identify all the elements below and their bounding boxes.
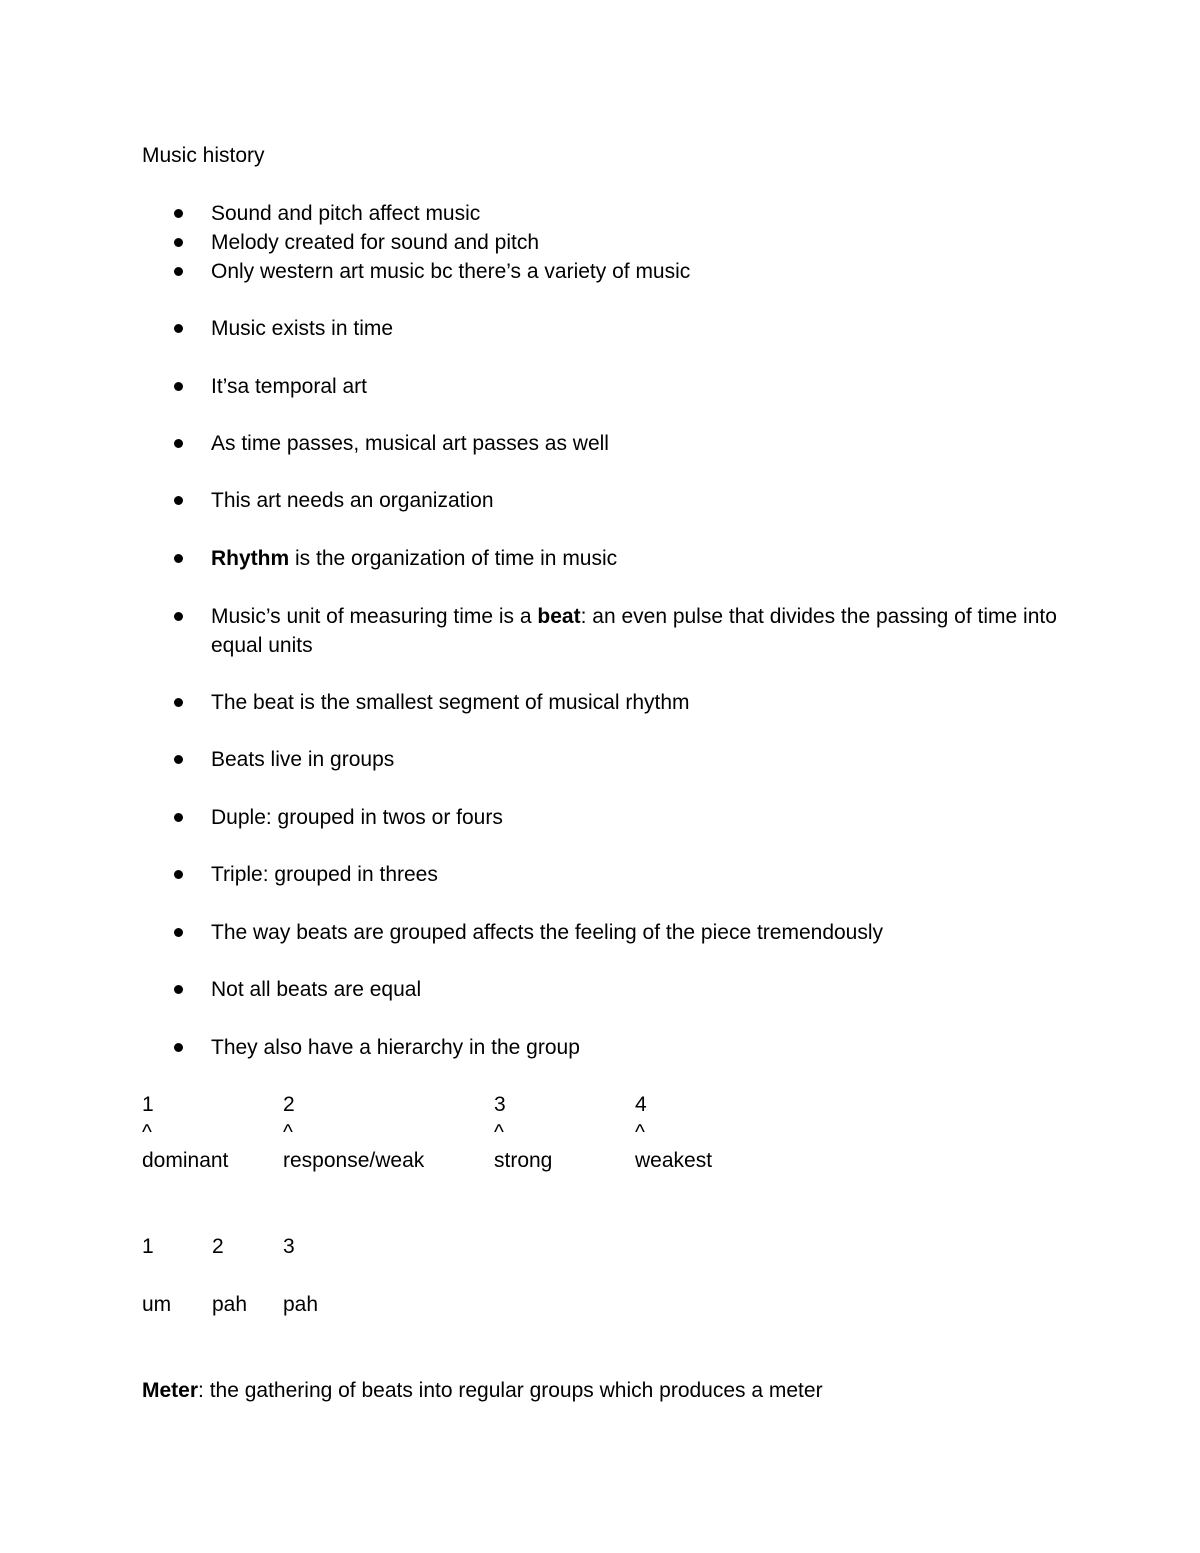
bullet-item — [211, 918, 1071, 947]
bullet-text: Sound and pitch affect music — [211, 202, 481, 225]
bullet-dot-icon — [174, 439, 183, 448]
beat-label: response/weak — [283, 1149, 425, 1172]
bullet-dot-icon — [174, 985, 183, 994]
bullet-item — [211, 1033, 1071, 1062]
bullet-text: The way beats are grouped affects the feeling of the piece tremendously — [211, 921, 884, 944]
bullet-dot-icon — [174, 698, 183, 707]
bullet-text: Rhythm is the organization of time in music — [211, 547, 618, 570]
beat-number: 1 — [142, 1093, 154, 1116]
bullet-text: They also have a hierarchy in the group — [211, 1036, 580, 1059]
bullet-dot-icon — [174, 612, 183, 621]
bullet-text: As time passes, musical art passes as well — [211, 432, 609, 455]
bullet-item — [211, 745, 1071, 774]
bullet-dot-icon — [174, 267, 183, 276]
beat-number: 2 — [212, 1235, 224, 1258]
bullet-dot-icon — [174, 554, 183, 563]
bullet-text: It’sa temporal art — [211, 375, 368, 398]
bullet-text: Music exists in time — [211, 317, 394, 340]
bullet-item — [211, 429, 1071, 458]
beat-number: 2 — [283, 1093, 295, 1116]
bullet-item — [211, 975, 1071, 1004]
beat-label: um — [142, 1293, 172, 1316]
beat-label: pah — [283, 1293, 319, 1316]
meter-definition: Meter: the gathering of beats into regular groups which produces a meter — [142, 1379, 823, 1402]
beat-label: weakest — [635, 1149, 713, 1172]
bullet-dot-icon — [174, 238, 183, 247]
beat-label: strong — [494, 1149, 553, 1172]
bullet-dot-icon — [174, 324, 183, 333]
bullet-item — [211, 372, 1071, 401]
bullet-text: Beats live in groups — [211, 748, 395, 771]
bullet-dot-icon — [174, 382, 183, 391]
bullet-item — [211, 314, 1071, 343]
bold-term: Meter — [142, 1379, 199, 1402]
bullet-item — [211, 860, 1071, 889]
bullet-text: Duple: grouped in twos or fours — [211, 806, 503, 829]
bullet-dot-icon — [174, 870, 183, 879]
bullet-text: Triple: grouped in threes — [211, 863, 438, 886]
bullet-text: Only western art music bc there’s a variety of music — [211, 260, 691, 283]
bullet-item — [211, 688, 1071, 717]
beat-number: 1 — [142, 1235, 154, 1258]
bold-term: beat — [537, 605, 581, 628]
beat-label: pah — [212, 1293, 248, 1316]
caret-mark: ^ — [283, 1121, 293, 1144]
bullet-text: The beat is the smallest segment of musical rhythm — [211, 691, 690, 714]
caret-mark: ^ — [494, 1121, 504, 1144]
beat-number: 3 — [283, 1235, 295, 1258]
bullet-dot-icon — [174, 496, 183, 505]
bullet-item — [211, 257, 1071, 286]
bullet-dot-icon — [174, 813, 183, 822]
page-title: Music history — [142, 144, 265, 167]
bullet-dot-icon — [174, 928, 183, 937]
bullet-item — [211, 602, 1071, 660]
bullet-item — [211, 228, 1071, 257]
bullet-item — [211, 803, 1071, 832]
bullet-text: Music’s unit of measuring time is a beat: an even pulse that divides the passing of time into equal units — [211, 605, 1057, 657]
bullet-text: This art needs an organization — [211, 489, 494, 512]
beat-label: dominant — [142, 1149, 229, 1172]
bullet-item — [211, 544, 1071, 573]
bold-term: Rhythm — [211, 547, 290, 570]
bullet-text: Not all beats are equal — [211, 978, 422, 1001]
caret-mark: ^ — [635, 1121, 645, 1144]
bullet-item — [211, 199, 1071, 228]
bullet-dot-icon — [174, 1043, 183, 1052]
bullet-dot-icon — [174, 209, 183, 218]
bullet-dot-icon — [174, 755, 183, 764]
beat-number: 3 — [494, 1093, 506, 1116]
bullet-item — [211, 486, 1071, 515]
beat-number: 4 — [635, 1093, 647, 1116]
caret-mark: ^ — [142, 1121, 152, 1144]
bullet-text: Melody created for sound and pitch — [211, 231, 540, 254]
